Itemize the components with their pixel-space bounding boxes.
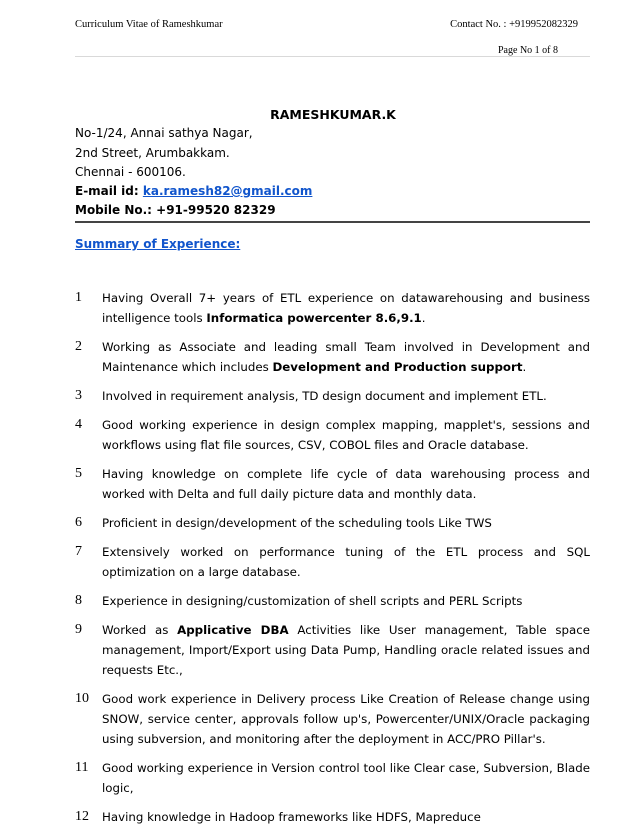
address-line-3: Chennai - 600106. [75,165,186,179]
summary-item-text-part: Involved in requirement analysis, TD design document and implement ETL. [102,389,547,403]
summary-item-text-part: Proficient in design/development of the scheduling tools Like TWS [102,516,492,530]
summary-item-text-part: . [421,311,426,325]
summary-item-text [102,415,590,455]
summary-item [75,542,590,582]
header-contact: Contact No. : +919952082329 [450,19,578,30]
summary-item-text-part: Having knowledge on complete life cycle of data warehousing process and worked with Delta and full daily picture data and monthly data. [102,467,590,501]
email-label: E-mail id: [75,184,143,198]
summary-item [75,386,590,406]
summary-heading[interactable]: Summary of Experience: [75,237,241,251]
summary-item-text [102,464,590,504]
summary-item-text [102,807,590,827]
summary-item-number: 3 [75,388,82,403]
email-line [75,184,312,198]
summary-item [75,591,590,611]
summary-item-number: 2 [75,339,82,354]
summary-item-text [102,288,590,328]
summary-item-text-part: . [522,360,527,374]
address-line-2: 2nd Street, Arumbakkam. [75,146,230,160]
summary-item [75,337,590,377]
summary-item-text-part: Activities like User management, Table space management, Import/Export using Data Pump, Handling oracle related issues and requests Etc., [102,623,590,677]
summary-item-text [102,542,590,582]
mobile-line: Mobile No.: +91-99520 82329 [75,203,276,217]
summary-item-number: 8 [75,593,82,608]
summary-item [75,758,590,798]
candidate-name: RAMESHKUMAR.K [270,107,396,122]
summary-item-emphasis: Applicative DBA [177,623,289,637]
summary-item-text-part: Good work experience in Delivery process Like Creation of Release change using SNOW, service center, approvals follow up's, Powercenter/UNIX/Oracle packaging using subversion, and monitoring after the deployment in ACC/PRO Pillar's. [102,692,590,746]
summary-item-number: 7 [75,544,82,559]
address-line-1: No-1/24, Annai sathya Nagar, [75,126,253,140]
summary-item-number: 4 [75,417,82,432]
summary-item [75,288,590,328]
summary-item-text [102,591,590,611]
summary-item-text-part: Worked as [102,623,178,637]
summary-item-text [102,337,590,377]
summary-item-text [102,689,590,749]
summary-item-text [102,386,590,406]
header-divider [75,56,590,57]
summary-item-text-part: Extensively worked on performance tuning of the ETL process and SQL optimization on a large database. [102,545,590,579]
summary-item [75,464,590,504]
summary-item-text-part: Experience in designing/customization of shell scripts and PERL Scripts [102,594,523,608]
summary-item-text-part: Having Overall 7+ years of ETL experience on datawarehousing and business intelligence tools [102,291,590,325]
summary-item-text [102,758,590,798]
summary-item-text [102,620,590,680]
summary-item-emphasis: Development and Production support [272,360,523,374]
summary-item-number: 9 [75,622,82,637]
summary-item-text-part: Good working experience in Version control tool like Clear case, Subversion, Blade logic, [102,761,590,795]
summary-item-number: 12 [75,809,89,824]
header-cv-title: Curriculum Vitae of Rameshkumar [75,19,223,30]
summary-item [75,807,590,827]
summary-list [75,288,590,836]
summary-item-text-part: Good working experience in design complex mapping, mapplet's, sessions and workflows using flat file sources, CSV, COBOL files and Oracle database. [102,418,590,452]
section-divider [75,221,590,223]
email-link[interactable]: ka.ramesh82@gmail.com [142,184,313,198]
summary-item-number: 6 [75,515,82,530]
summary-item-number: 11 [75,760,89,775]
summary-item-text-part: Having knowledge in Hadoop frameworks like HDFS, Mapreduce [102,810,481,824]
summary-item [75,620,590,680]
summary-item [75,415,590,455]
summary-item-text [102,513,590,533]
summary-item-number: 10 [75,691,89,706]
summary-item-text-part: Working as Associate and leading small Team involved in Development and Maintenance which includes [102,340,590,374]
summary-item [75,689,590,749]
summary-item-emphasis: Informatica powercenter 8.6,9.1 [206,311,422,325]
summary-item-number: 5 [75,466,82,481]
page-number: Page No 1 of 8 [498,45,558,56]
summary-item-number: 1 [75,290,82,305]
summary-item [75,513,590,533]
